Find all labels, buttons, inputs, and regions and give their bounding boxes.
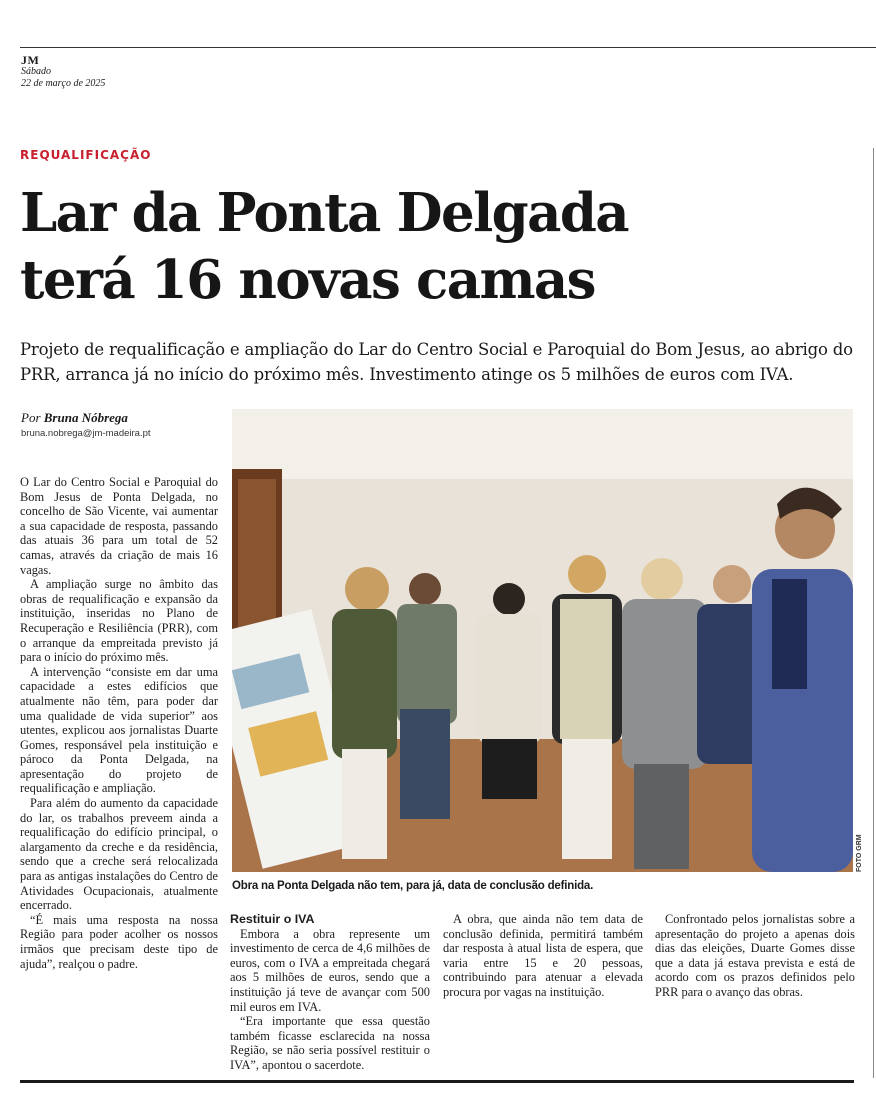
bottom-rule xyxy=(20,1080,854,1083)
author-name: Bruna Nóbrega xyxy=(43,410,128,425)
body-paragraph: Embora a obra represente um investimento de cerca de 4,6 milhões de euros, com o IVA a empreitada chegará aos 5 milhões de euros, sendo que a instituição já teve de avançar com 500 mil euros em IVA. xyxy=(230,926,430,1014)
body-paragraph: “É mais uma resposta na nossa Região para poder acolher os nossos irmãos que precisam deste tipo de ajuda”, realçou o padre. xyxy=(20,912,218,971)
body-paragraph: O Lar do Centro Social e Paroquial do Bom Jesus de Ponta Delgada, no concelho de São Vicente, vai aumentar a sua capacidade de resposta, passando das atuais 36 para um total de 52 camas, através da criação de mais 16 vagas. xyxy=(20,475,218,577)
photo-credit: FOTO GRM xyxy=(856,834,863,872)
body-paragraph: A intervenção “consiste em dar uma capacidade a estes edifícios que atualmente não têm, para poder dar uma qualidade de vida superior” aos utentes, explicou aos jornalistas Duarte Gomes, responsável pela instituição e pároco da Ponta Delgada, na apresentação do projeto de requalificação e ampliação. xyxy=(20,664,218,796)
publication-date: 22 de março de 2025 xyxy=(21,78,106,89)
top-rule xyxy=(20,47,876,48)
body-paragraph: Para além do aumento da capacidade do lar, os trabalhos preveem ainda a requalificação do edifício principal, o alargamento da creche e da residência, sendo que a creche será relocalizada para as antigas instalações do Centro de Atividades Ocupacionais, atualmente encerrado. xyxy=(20,796,218,913)
body-column-4 xyxy=(655,912,855,1000)
author-email: bruna.nobrega@jm-madeira.pt xyxy=(21,428,151,439)
standfirst: Projeto de requalificação e ampliação do Lar do Centro Social e Paroquial do Bom Jesus, ao abrigo do PRR, arranca já no início do próximo mês. Investimento atinge os 5 milhões de euros com IVA. xyxy=(20,340,853,384)
column-divider xyxy=(873,148,874,1078)
section-kicker: REQUALIFICAÇÃO xyxy=(20,148,152,162)
section-subhead: Restituir o IVA xyxy=(230,912,315,926)
body-paragraph: Confrontado pelos jornalistas sobre a apresentação do projeto a apenas dois dias das eleições, Duarte Gomes disse que a data já estava prevista e está de acordo com os prazos definidos pelo PRR para o avanço das obras. xyxy=(655,912,855,999)
body-paragraph: A ampliação surge no âmbito das obras de requalificação e expansão da instituição, inseridas no Plano de Recuperação e Resiliência (PRR), com o arranque da empreitada previsto já para o início do próximo mês. xyxy=(20,577,218,665)
body-column-3 xyxy=(443,912,643,1000)
publication-name: JM xyxy=(21,53,40,67)
headline-line-2: terá 16 novas camas xyxy=(20,249,595,311)
body-paragraph: “Era importante que essa questão também ficasse esclarecida na nossa Região, se não seria possível restituir o IVA”, apontou o sacerdote. xyxy=(230,1014,430,1072)
body-column-2 xyxy=(230,912,430,1073)
body-column-1 xyxy=(20,475,218,971)
headline-line-1: Lar da Ponta Delgada xyxy=(20,182,629,244)
body-paragraph: A obra, que ainda não tem data de conclusão definida, permitirá também dar resposta à atual lista de espera, que varia entre 15 e 20 pessoas, contribuindo para atenuar a elevada procura por vagas na instituição. xyxy=(443,912,643,999)
photo-caption: Obra na Ponta Delgada não tem, para já, data de conclusão definida. xyxy=(232,880,594,892)
headline xyxy=(20,180,860,314)
publication-day: Sábado xyxy=(21,66,51,77)
byline xyxy=(21,410,128,426)
masthead xyxy=(21,54,105,90)
photo-illustration xyxy=(232,409,853,872)
article-photo xyxy=(232,409,853,872)
byline-prefix: Por xyxy=(21,410,41,425)
